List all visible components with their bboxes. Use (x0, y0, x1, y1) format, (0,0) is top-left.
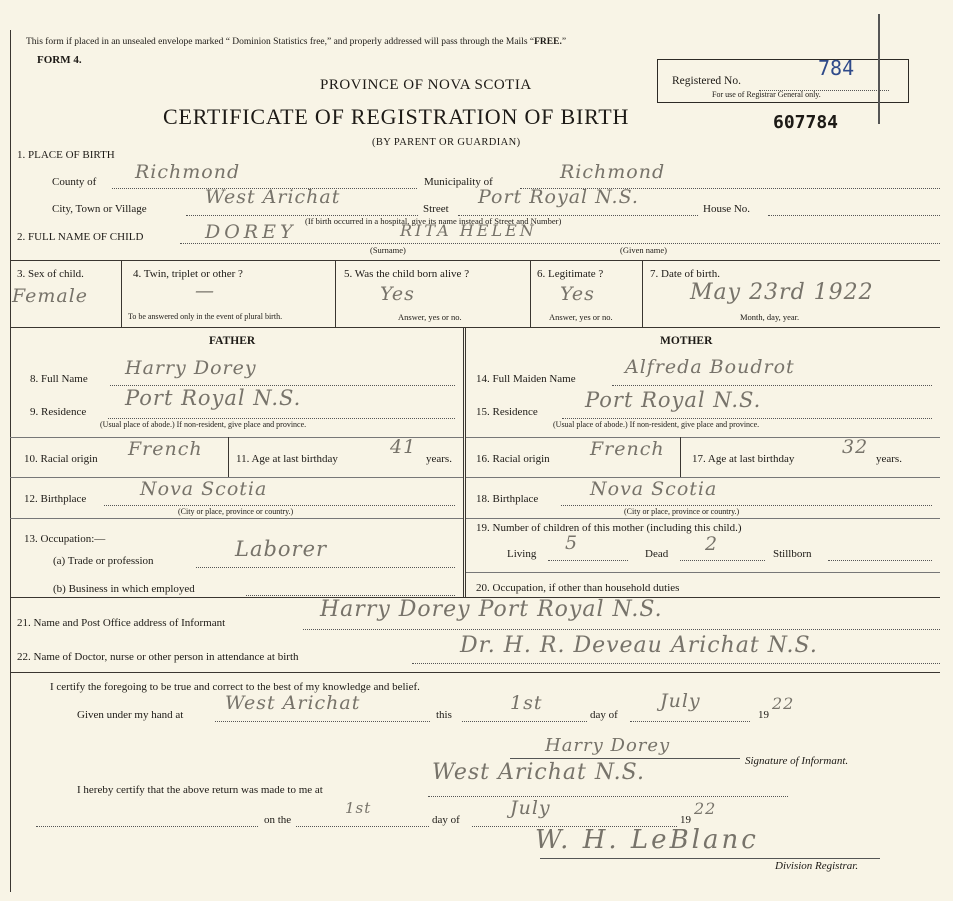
registered-label: Registered No. (672, 75, 741, 87)
mail-notice-free: FREE. (534, 37, 562, 47)
registered-box (657, 56, 909, 103)
street-label: Street (423, 203, 449, 215)
given-year: 22 (772, 694, 795, 713)
sex-label: 3. Sex of child. (17, 268, 84, 280)
father-origin-value: French (128, 438, 203, 460)
informant-label: 21. Name and Post Office address of Informant (17, 617, 226, 629)
mother-occupation-label: 20. Occupation, if other than household duties (476, 582, 680, 594)
informant-value: Harry Dorey Port Royal N.S. (320, 597, 663, 622)
given-caption: (Given name) (620, 245, 667, 255)
alive-label: 5. Was the child born alive ? (344, 268, 470, 280)
given-month: July (660, 690, 701, 712)
child-surname-value: DOREY (205, 221, 297, 243)
twin-value: — (195, 280, 215, 302)
mother-res-value: Port Royal N.S. (585, 388, 762, 412)
twin-note: To be answered only in the event of plural birth. (128, 312, 283, 321)
dob-label: 7. Date of birth. (650, 268, 720, 280)
form-number: FORM 4. (37, 54, 82, 66)
father-age-label: 11. Age at last birthday (236, 453, 338, 465)
twin-label: 4. Twin, triplet or other ? (133, 268, 243, 280)
mother-res-note: (Usual place of abode.) If non-resident, give place and province. (553, 420, 760, 429)
stillborn-label: Stillborn (773, 548, 812, 560)
father-trade-value: Laborer (235, 537, 328, 561)
dead-label: Dead (645, 548, 669, 560)
mother-birthplace-label: 18. Birthplace (476, 493, 539, 505)
return-month: July (510, 797, 551, 819)
dob-note: Month, day, year. (740, 312, 800, 322)
father-birthplace-note: (City or place, province or country.) (178, 507, 294, 516)
given-year-prefix: 19 (758, 709, 769, 721)
serial-number: 607784 (773, 112, 839, 133)
mother-birthplace-value: Nova Scotia (590, 478, 718, 500)
return-year: 22 (694, 799, 717, 818)
mail-notice (26, 37, 566, 47)
mother-birthplace-note: (City or place, province or country.) (624, 507, 740, 516)
living-label: Living (507, 548, 537, 560)
father-years: years. (426, 453, 452, 465)
mother-years: years. (876, 453, 902, 465)
doctor-value: Dr. H. R. Deveau Arichat N.S. (460, 633, 818, 658)
father-name-label: 8. Full Name (30, 373, 88, 385)
alive-value: Yes (380, 283, 415, 305)
house-label: House No. (703, 203, 751, 215)
doctor-label: 22. Name of Doctor, nurse or other person in attendance at birth (17, 651, 299, 663)
city-value: West Arichat (205, 186, 341, 208)
mother-origin-value: French (590, 438, 665, 460)
informant-signature-caption: Signature of Informant. (745, 755, 849, 767)
registrar-caption: Division Registrar. (775, 860, 859, 872)
mail-notice-text: This form if placed in an unsealed envelope marked “ Dominion Statistics free,” and properly addressed will pass through the Mails “ (26, 37, 535, 47)
father-heading: FATHER (209, 335, 256, 347)
father-birthplace-value: Nova Scotia (140, 478, 268, 500)
surname-caption: (Surname) (370, 245, 406, 255)
alive-note: Answer, yes or no. (398, 312, 462, 322)
registered-note: For use of Registrar General only. (712, 90, 821, 99)
return-day-label: day of (432, 814, 460, 826)
registered-number: 784 (818, 56, 855, 80)
registrar-signature: W. H. LeBlanc (535, 825, 759, 855)
mother-name-label: 14. Full Maiden Name (476, 373, 576, 385)
hospital-note: (If birth occurred in a hospital, give its name instead of Street and Number) (305, 216, 562, 226)
father-trade-label: (a) Trade or profession (53, 555, 154, 567)
mother-age-label: 17. Age at last birthday (692, 453, 795, 465)
province-heading: PROVINCE OF NOVA SCOTIA (320, 77, 532, 93)
living-value: 5 (565, 532, 579, 554)
legit-value: Yes (560, 283, 595, 305)
given-label: Given under my hand at (77, 709, 184, 721)
father-name-value: Harry Dorey (125, 357, 257, 379)
father-res-value: Port Royal N.S. (125, 386, 302, 410)
father-res-note: (Usual place of abode.) If non-resident, give place and province. (100, 420, 307, 429)
informant-signature: Harry Dorey (545, 735, 671, 756)
mother-heading: MOTHER (660, 335, 713, 347)
father-age-value: 41 (390, 436, 417, 458)
father-res-label: 9. Residence (30, 406, 87, 418)
certify-statement: I certify the foregoing to be true and correct to the best of my knowledge and belief. (50, 681, 420, 693)
place-section-label: 1. PLACE OF BIRTH (17, 149, 115, 161)
street-value: Port Royal N.S. (478, 186, 639, 208)
child-given-value: RITA HELEN (400, 221, 537, 240)
given-place: West Arichat (225, 692, 361, 714)
mother-origin-label: 16. Racial origin (476, 453, 550, 465)
county-value: Richmond (135, 161, 241, 183)
mother-age-value: 32 (842, 436, 869, 458)
mother-name-value: Alfreda Boudrot (625, 356, 795, 378)
return-label: I hereby certify that the above return was made to me at (77, 784, 323, 796)
certificate-title: CERTIFICATE OF REGISTRATION OF BIRTH (163, 104, 630, 129)
mother-res-label: 15. Residence (476, 406, 538, 418)
dead-value: 2 (705, 533, 719, 555)
certificate-subtitle: (BY PARENT OR GUARDIAN) (372, 137, 521, 148)
mother-children-label: 19. Number of children of this mother (including this child.) (476, 522, 742, 534)
return-day: 1st (345, 799, 372, 817)
this-label: this (436, 709, 452, 721)
municipality-value: Richmond (560, 161, 666, 183)
father-birthplace-label: 12. Birthplace (24, 493, 87, 505)
on-the-label: on the (264, 814, 292, 826)
city-label: City, Town or Village (52, 203, 147, 215)
child-name-label: 2. FULL NAME OF CHILD (17, 231, 144, 243)
municipality-label: Municipality of (424, 176, 493, 188)
legit-label: 6. Legitimate ? (537, 268, 604, 280)
father-business-label: (b) Business in which employed (53, 583, 195, 595)
mail-notice-end: ” (561, 37, 567, 47)
given-day-label: day of (590, 709, 618, 721)
legit-note: Answer, yes or no. (549, 312, 613, 322)
father-occupation-label: 13. Occupation:— (24, 533, 106, 545)
given-day: 1st (510, 692, 543, 714)
father-origin-label: 10. Racial origin (24, 453, 98, 465)
county-label: County of (52, 176, 97, 188)
dob-value: May 23rd 1922 (690, 280, 874, 305)
return-year-prefix: 19 (680, 814, 691, 826)
sex-value: Female (12, 285, 89, 307)
return-place: West Arichat N.S. (432, 760, 645, 785)
